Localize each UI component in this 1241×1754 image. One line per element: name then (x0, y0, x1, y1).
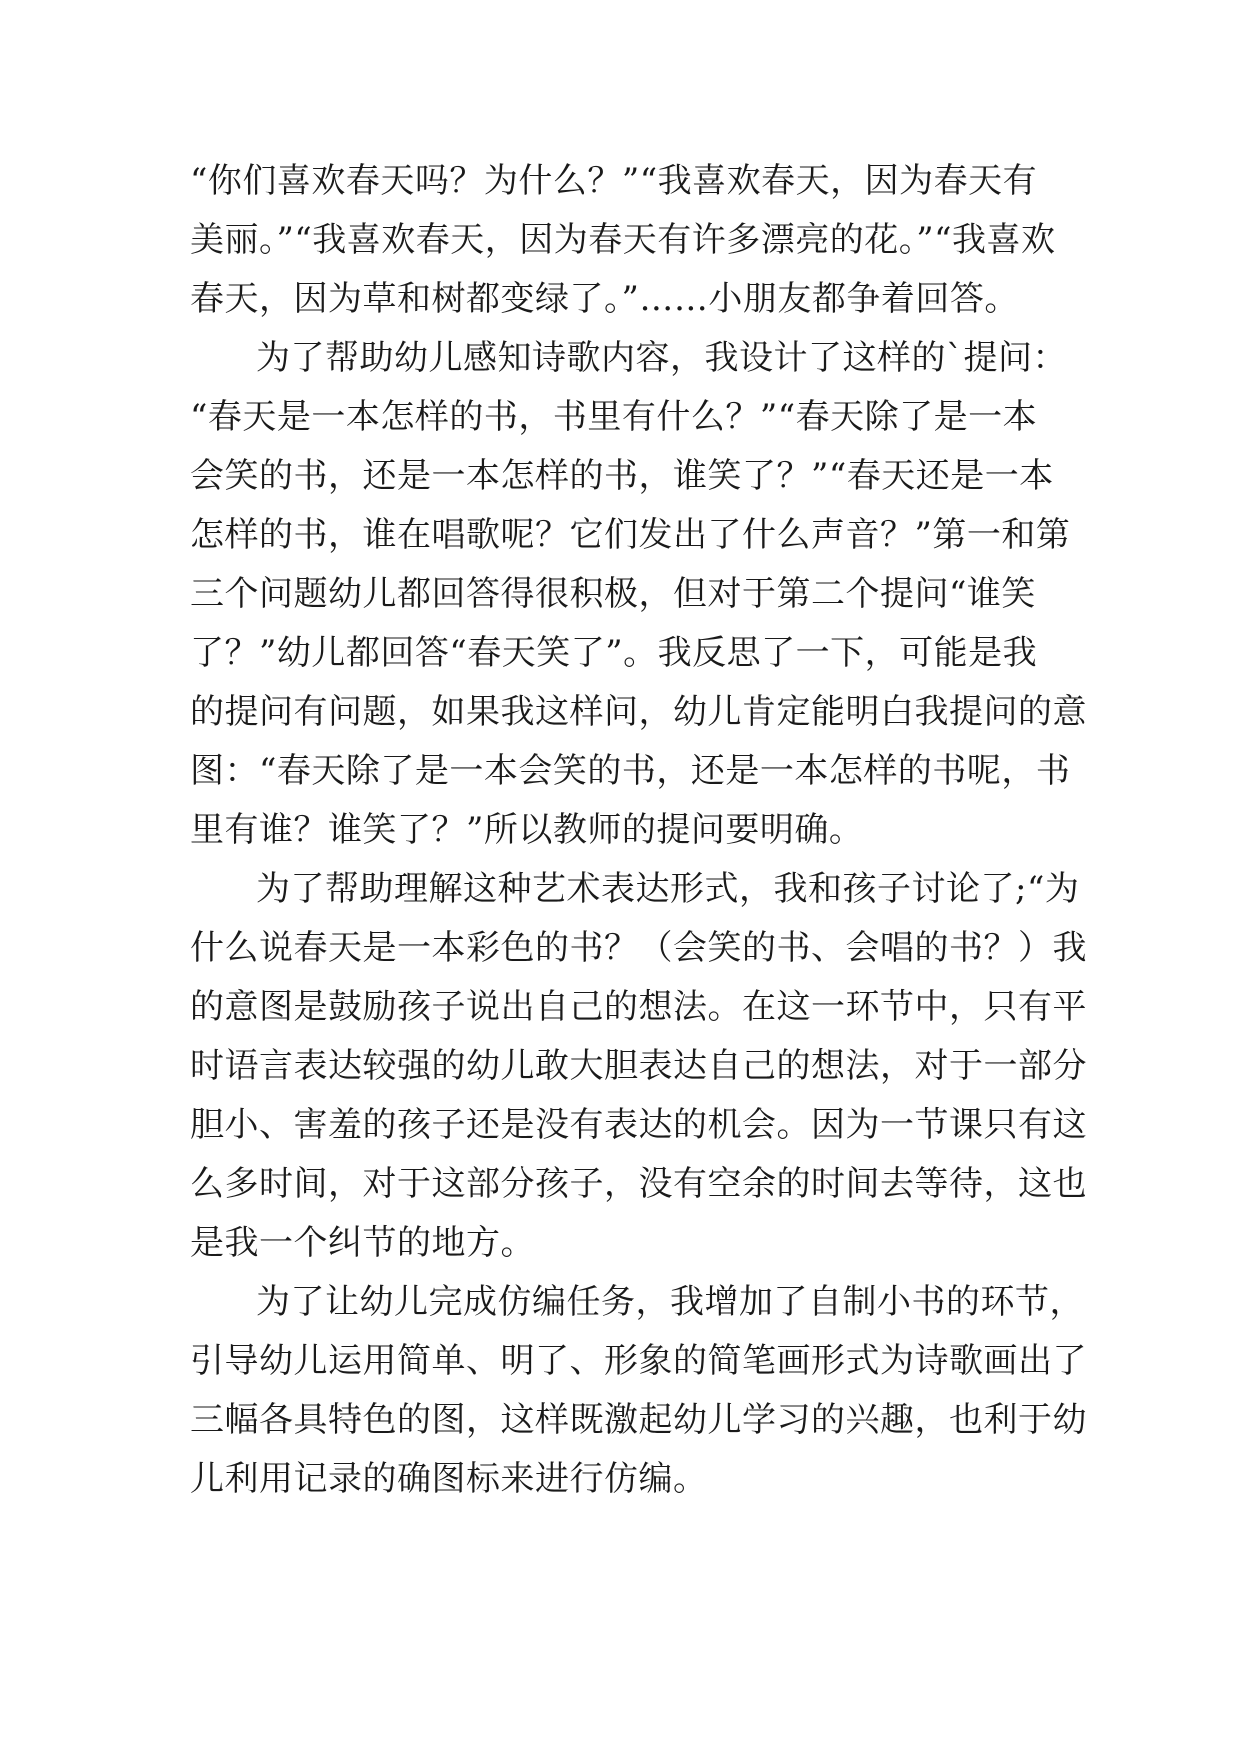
text-line: 为了让幼儿完成仿编任务，我增加了自制小书的环节， (256, 1282, 1084, 1322)
text-line: 里有谁？谁笑了？”所以教师的提问要明确。 (190, 810, 864, 850)
text-line: 是我一个纠节的地方。 (190, 1223, 535, 1263)
text-line: 美丽。”“我喜欢春天，因为春天有许多漂亮的花。”“我喜欢 (190, 220, 1056, 260)
text-line: 春天，因为草和树都变绿了。”……小朋友都争着回答。 (190, 279, 1019, 319)
text-line: 为了帮助理解这种艺术表达形式，我和孩子讨论了;“为 (256, 869, 1080, 909)
text-line: “春天是一本怎样的书，书里有什么？”“春天除了是一本 (190, 397, 1038, 437)
text-line: 会笑的书，还是一本怎样的书，谁笑了？”“春天还是一本 (190, 456, 1054, 496)
text-line: 的提问有问题，如果我这样问，幼儿肯定能明白我提问的意 (190, 692, 1087, 732)
text-line: 么多时间，对于这部分孩子，没有空余的时间去等待，这也 (190, 1164, 1087, 1204)
body-text (190, 152, 1087, 1509)
text-line: 三个问题幼儿都回答得很积极，但对于第二个提问“谁笑 (190, 574, 1036, 614)
text-line: “你们喜欢春天吗？为什么？”“我喜欢春天，因为春天有 (190, 161, 1038, 201)
text-line: 儿利用记录的确图标来进行仿编。 (190, 1459, 708, 1499)
text-line: 图：“春天除了是一本会笑的书，还是一本怎样的书呢，书 (190, 751, 1071, 791)
text-line: 胆小、害羞的孩子还是没有表达的机会。因为一节课只有这 (190, 1105, 1087, 1145)
text-line: 了？”幼儿都回答“春天笑了”。我反思了一下，可能是我 (190, 633, 1038, 673)
text-line: 为了帮助幼儿感知诗歌内容，我设计了这样的`提问： (256, 338, 1067, 378)
text-line: 什么说春天是一本彩色的书？（会笑的书、会唱的书？）我 (190, 928, 1087, 968)
text-line: 的意图是鼓励孩子说出自己的想法。在这一环节中，只有平 (190, 987, 1087, 1027)
text-line: 时语言表达较强的幼儿敢大胆表达自己的想法，对于一部分 (190, 1046, 1087, 1086)
text-line: 怎样的书，谁在唱歌呢？它们发出了什么声音？”第一和第 (190, 515, 1071, 555)
text-line: 引导幼儿运用简单、明了、形象的简笔画形式为诗歌画出了 (190, 1341, 1087, 1381)
text-line: 三幅各具特色的图，这样既激起幼儿学习的兴趣，也利于幼 (190, 1400, 1087, 1440)
